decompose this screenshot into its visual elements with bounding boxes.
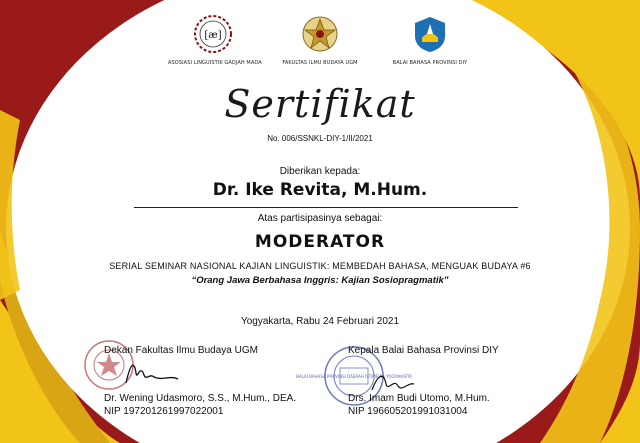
logo-caption: ASOSIASI LINGUISTIK GADJAH MADA (168, 60, 262, 66)
seminar-series: SERIAL SEMINAR NASIONAL KAJIAN LINGUISTIK: MEMBEDAH BAHASA, MENGUAK BUDAYA #6 (109, 261, 531, 271)
certificate-number: No. 006/SSNKL-DIY-1/II/2021 (267, 134, 373, 143)
seminar-topic: “Orang Jawa Berbahasa Inggris: Kajian Sosiopragmatik” (191, 275, 449, 286)
logos-row (0, 14, 640, 74)
svg-text:BALAI BAHASA PROVINSI DAERAH I: BALAI BAHASA PROVINSI DAERAH ISTIMEWA YOGYAKARTA (296, 374, 412, 379)
signatory-left-name: Dr. Wening Udasmoro, S.S., M.Hum., DEA. (104, 393, 297, 404)
place-date: Yogyakarta, Rabu 24 Februari 2021 (240, 316, 400, 327)
signature-left-icon (122, 355, 182, 391)
signatory-right-name: Drs. Imam Budi Utomo, M.Hum. (348, 393, 490, 404)
logo-balai-bahasa (388, 14, 472, 66)
participation-label: Atas partisipasinya sebagai: (257, 213, 383, 224)
certificate-title: Sertifikat (224, 82, 416, 126)
recipient-name: Dr. Ike Revita, M.Hum. (212, 180, 428, 200)
svg-text:[æ]: [æ] (204, 30, 222, 41)
role-title: MODERATOR (254, 232, 386, 252)
signatory-right-position: Kepala Balai Bahasa Provinsi DIY (348, 345, 499, 356)
logo-fib-ugm (278, 14, 362, 66)
logo-caption: FAKULTAS ILMU BUDAYA UGM (282, 60, 358, 66)
logo-caption: BALAI BAHASA PROVINSI DIY (392, 60, 468, 66)
signatory-left-position: Dekan Fakultas Ilmu Budaya UGM (104, 345, 258, 356)
balai-bahasa-logo-icon (410, 14, 450, 54)
alg-logo-icon (193, 14, 233, 54)
fib-ugm-logo-icon (300, 14, 340, 54)
given-to-label: Diberikan kepada: (279, 166, 361, 177)
signatory-left-nip: NIP 197201261997022001 (104, 406, 224, 417)
signatory-right-nip: NIP 196605201991031004 (348, 406, 468, 417)
name-underline (134, 207, 518, 208)
logo-alg (168, 14, 262, 66)
